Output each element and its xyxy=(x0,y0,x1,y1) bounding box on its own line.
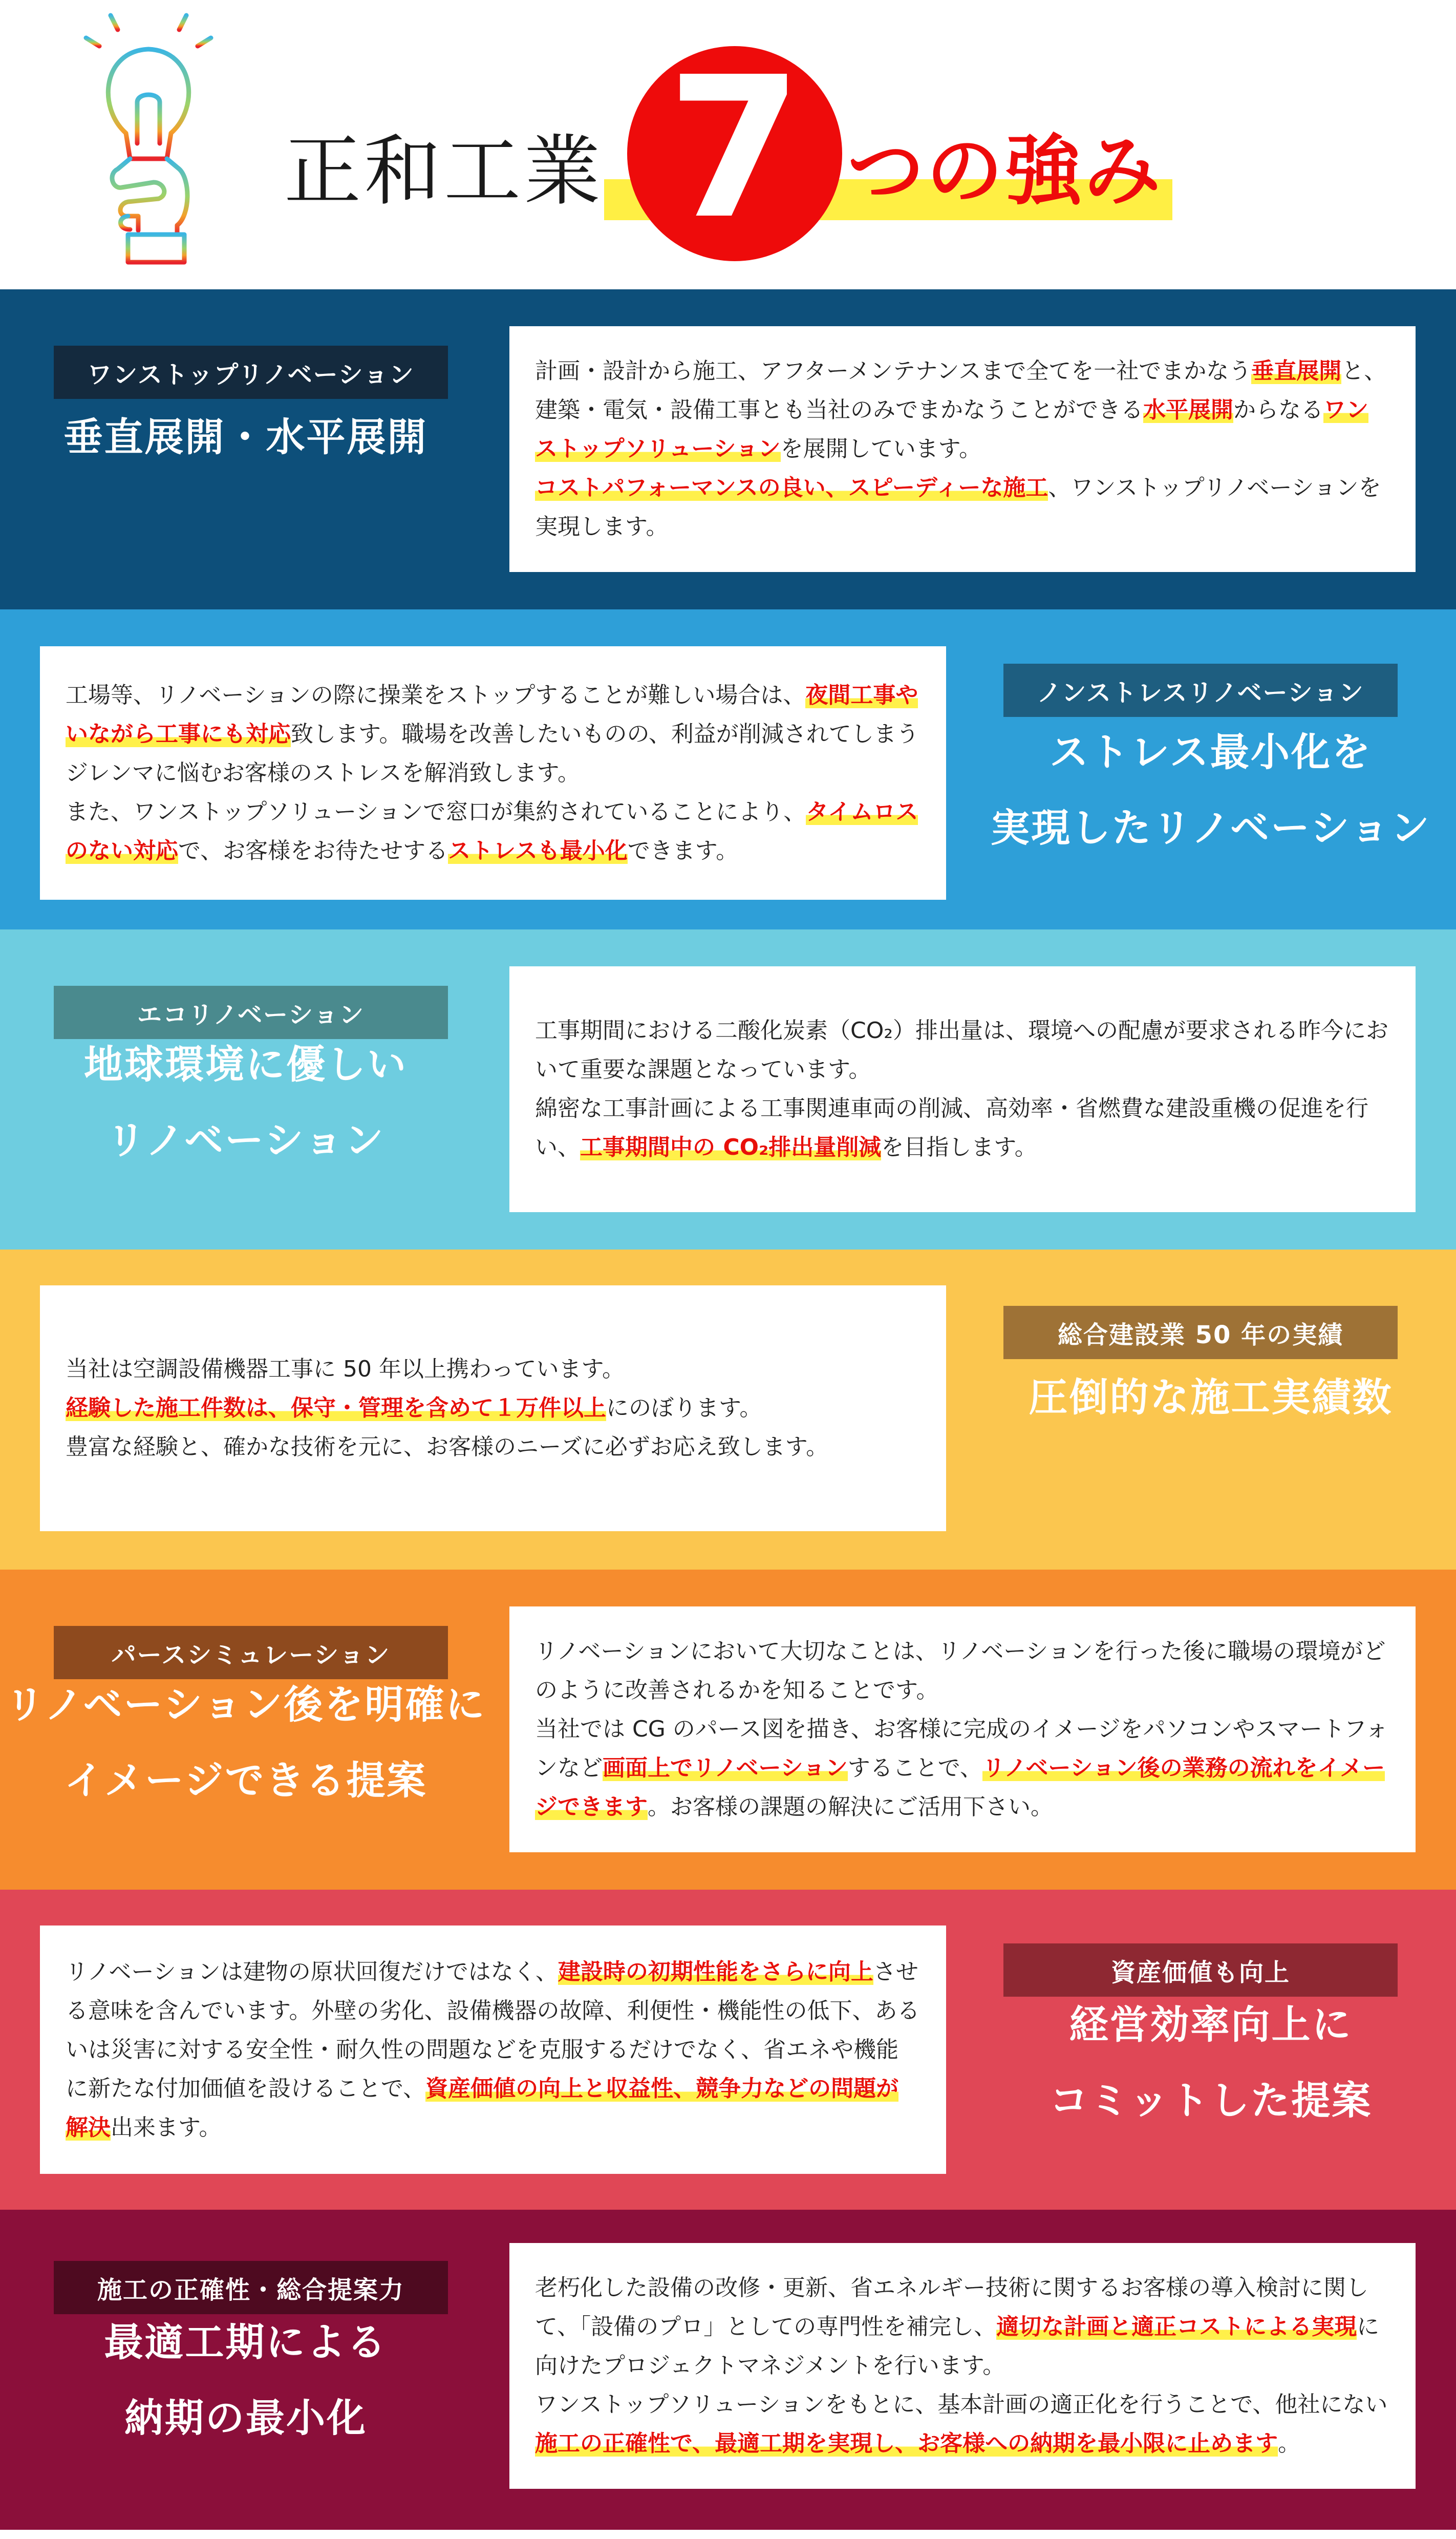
description-paragraph xyxy=(535,1710,1390,1827)
section-description-box xyxy=(509,2243,1416,2489)
description-paragraph xyxy=(535,2269,1390,2385)
description-text: することで、 xyxy=(847,1755,982,1781)
section-headline xyxy=(0,399,491,475)
section-headline xyxy=(0,1667,491,1818)
section-label: パースシミュレーション xyxy=(54,1626,448,1679)
section-headline xyxy=(0,1027,491,1178)
description-text: 豊富な経験と、確かな技術を元に、お客様のニーズに必ずお応え致します。 xyxy=(66,1434,829,1460)
highlighted-text: 夜間工事やいながら工事にも対応 xyxy=(66,682,918,747)
headline-line: 納期の最小化 xyxy=(124,2395,367,2441)
description-text: 出来ます。 xyxy=(111,2114,222,2141)
description-paragraph xyxy=(66,1350,920,1389)
section-label: 総合建設業 50 年の実績 xyxy=(1003,1306,1398,1359)
description-text: 当社では CG のパース図を描き、お客様に完成のイメージをパソコンやスマートフォンなど xyxy=(535,1716,1388,1781)
description-text: からなる xyxy=(1233,397,1323,423)
highlighted-text: コストパフォーマンスの良い、スピーディーな施工 xyxy=(535,475,1048,501)
header-title-number: 7 xyxy=(667,35,803,262)
description-text: 致します。職場を改善したいものの、利益が削減されてしまうジレンマに悩むお客様のストレスを解消致します。 xyxy=(66,721,919,786)
description-text: できます。 xyxy=(627,837,739,864)
strength-section-1 xyxy=(0,289,1456,609)
description-paragraph xyxy=(66,1953,920,2147)
description-text: 工場等、リノベーションの際に操業をストップすることが難しい場合は、 xyxy=(66,682,806,708)
headline-line: ストレス最小化を xyxy=(1050,729,1372,775)
section-description-box xyxy=(509,326,1416,572)
description-paragraph xyxy=(535,2385,1390,2463)
strength-section-3 xyxy=(0,929,1456,1250)
headline-line: リノベーション後を明確に xyxy=(5,1682,486,1727)
section-description-box xyxy=(40,1285,946,1531)
section-headline xyxy=(0,2304,491,2456)
section-label: ワンストップリノベーション xyxy=(54,346,448,399)
headline-line: 実現したリノベーション xyxy=(991,805,1431,851)
description-text: リノベーションにおいて大切なことは、リノベーションを行った後に職場の環境がどのように改善されるかを知ることです。 xyxy=(535,1638,1386,1703)
headline-line: リノベーション xyxy=(106,1117,385,1163)
description-text: 綿密な工事計画による工事関連車両の削減、高効率・省燃費な建設重機の促進を行い、 xyxy=(535,1095,1368,1160)
description-paragraph xyxy=(535,1011,1390,1089)
description-paragraph xyxy=(535,469,1390,546)
highlighted-text: 資産価値の向上と収益性、競争力などの問題が解決 xyxy=(66,2075,899,2141)
description-text: と、建築・電気・設備工事とも当社のみでまかなうことができる xyxy=(535,358,1387,423)
section-label: 施工の正確性・総合提案力 xyxy=(54,2261,448,2314)
section-description-box xyxy=(509,966,1416,1212)
strength-section-5 xyxy=(0,1570,1456,1890)
number-circle xyxy=(627,35,842,262)
strengths-list xyxy=(0,289,1456,2530)
header-title-company: 正和工業 xyxy=(284,127,604,216)
highlighted-text: 工事期間中の CO₂排出量削減 xyxy=(580,1134,882,1160)
description-paragraph xyxy=(535,1089,1390,1167)
description-text: 。お客様の課題の解決にご活用下さい。 xyxy=(648,1794,1053,1820)
description-paragraph xyxy=(535,1632,1390,1710)
section-label: エコリノベーション xyxy=(54,986,448,1039)
description-text: に向けたプロジェクトマネジメントを行います。 xyxy=(535,2314,1380,2379)
header-title-suffix: つの強み xyxy=(847,127,1163,216)
headline-line: 最適工期による xyxy=(104,2319,388,2365)
section-label: ノンストレスリノベーション xyxy=(1003,664,1398,717)
headline-line: 経営効率向上に xyxy=(1069,2002,1353,2047)
description-text: を目指します。 xyxy=(881,1134,1037,1160)
strength-section-6 xyxy=(0,1890,1456,2210)
section-headline xyxy=(965,714,1456,866)
description-text: 工事期間における二酸化炭素（CO₂）排出量は、環境への配慮が要求される昨今において重要な課題となっています。 xyxy=(535,1018,1388,1083)
description-text: で、お客様をお待たせする xyxy=(178,837,448,864)
description-text: 。 xyxy=(1278,2430,1301,2457)
highlighted-text: 経験した施工件数は、保守・管理を含めて１万件以上 xyxy=(66,1395,606,1421)
description-paragraph xyxy=(66,1428,920,1467)
section-description-box xyxy=(40,646,946,900)
highlighted-text: 適切な計画と適正コストによる実現 xyxy=(996,2314,1357,2340)
headline-line: 垂直展開・水平展開 xyxy=(63,414,428,460)
highlighted-text: 水平展開 xyxy=(1143,397,1233,423)
description-text: 老朽化した設備の改修・更新、省エネルギー技術に関するお客様の導入検討に関して、「設備のプロ」としての専門性を補完し、 xyxy=(535,2275,1368,2340)
description-text: を展開しています。 xyxy=(780,436,982,462)
description-paragraph xyxy=(66,676,920,793)
highlighted-text: 垂直展開 xyxy=(1251,358,1342,384)
description-paragraph xyxy=(66,793,920,871)
description-text: 、ワンストップリノベーションを実現します。 xyxy=(535,475,1381,540)
section-description-box xyxy=(509,1606,1416,1852)
description-text: させる意味を含んでいます。外壁の劣化、設備機器の故障、利便性・機能性の低下、あるいは災害に対する安全性・耐久性の問題などを克服するだけでなく、省エネや機能に新たな付加価値を設けることで、 xyxy=(66,1958,920,2102)
section-headline xyxy=(965,1987,1456,2139)
section-description-box xyxy=(40,1926,946,2174)
highlighted-text: ストレスも最小化 xyxy=(448,837,628,864)
highlighted-text: ワンストップソリューション xyxy=(535,397,1368,462)
description-text: ワンストップソリューションをもとに、基本計画の適正化を行うことで、他社にない xyxy=(535,2392,1388,2418)
description-paragraph xyxy=(535,352,1390,469)
description-text: にのぼります。 xyxy=(606,1395,762,1421)
highlighted-text: 画面上でリノベーション xyxy=(603,1755,848,1781)
description-paragraph xyxy=(66,1389,920,1428)
strength-section-7 xyxy=(0,2210,1456,2530)
headline-line: 地球環境に優しい xyxy=(84,1042,408,1087)
headline-line: 圧倒的な施工実績数 xyxy=(1029,1374,1393,1420)
section-headline xyxy=(965,1360,1456,1435)
highlighted-text: 施工の正確性で、最適工期を実現し、お客様への納期を最小限に止めます xyxy=(535,2430,1278,2457)
description-text: 計画・設計から施工、アフターメンテナンスまで全てを一社でまかなう xyxy=(535,358,1252,384)
headline-line: コミットした提案 xyxy=(1049,2078,1373,2123)
description-text: 当社は空調設備機器工事に 50 年以上携わっています。 xyxy=(66,1356,625,1382)
highlighted-text: 建設時の初期性能をさらに向上 xyxy=(558,1958,873,1985)
page-header xyxy=(0,0,1456,289)
section-label: 資産価値も向上 xyxy=(1003,1943,1398,1997)
highlighted-text: タイムロスのない対応 xyxy=(66,798,918,864)
description-text: リノベーションは建物の原状回復だけではなく、 xyxy=(66,1958,558,1985)
highlighted-text: リノベーション後の業務の流れをイメージできます xyxy=(535,1755,1385,1820)
strength-section-4 xyxy=(0,1250,1456,1570)
strength-section-2 xyxy=(0,609,1456,929)
description-text: また、ワンストップソリューションで窓口が集約されていることにより、 xyxy=(66,798,806,825)
headline-line: イメージできる提案 xyxy=(64,1758,427,1803)
lightbulb-hand-icon xyxy=(77,5,225,266)
